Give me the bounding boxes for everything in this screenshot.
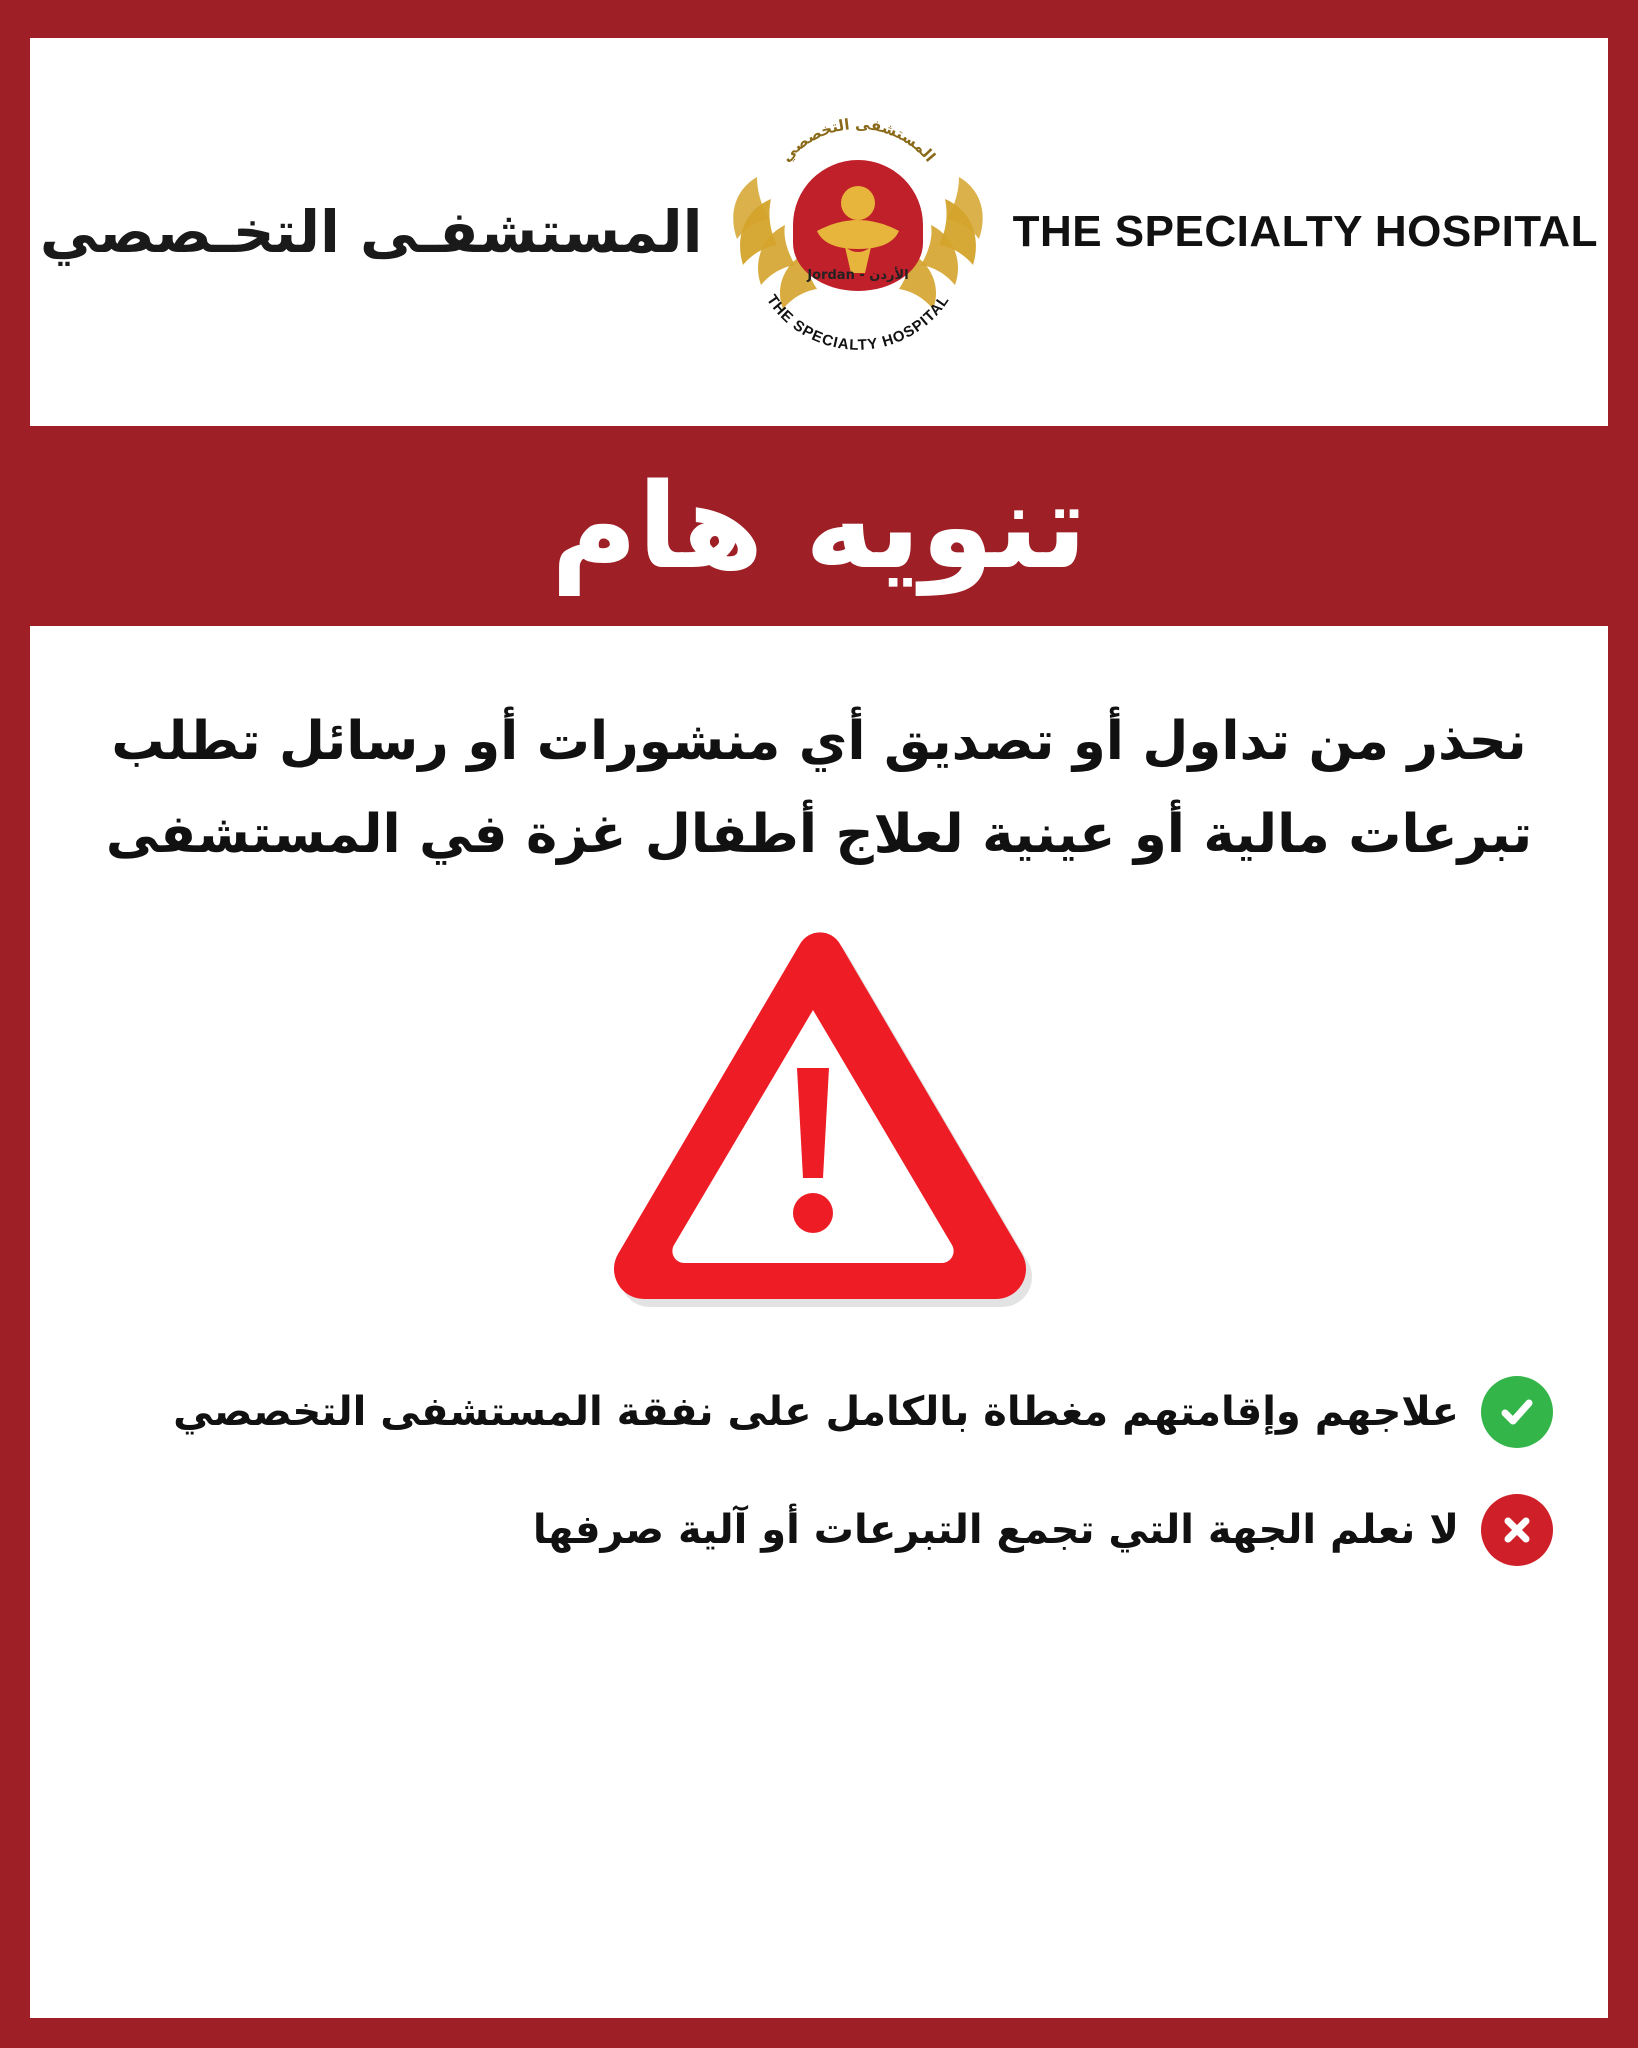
svg-text:المستشفى التخصصي: المستشفى التخصصي xyxy=(776,114,939,166)
title-band xyxy=(30,426,1608,626)
point-text: لا نعلم الجهة التي تجمع التبرعات أو آلية صرفها xyxy=(532,1506,1459,1553)
warning-paragraph: نحذر من تداول أو تصديق أي منشورات أو رسائل تطلب تبرعات مالية أو عينية لعلاج أطفال غزة في المستشفى xyxy=(105,711,1533,865)
cross-circle-icon xyxy=(1481,1494,1553,1566)
svg-text:THE SPECIALTY HOSPITAL: THE SPECIALTY HOSPITAL xyxy=(762,291,953,354)
point-row-unknown-party xyxy=(85,1494,1553,1566)
specialty-hospital-logo xyxy=(713,107,1003,357)
poster-body xyxy=(30,626,1608,2018)
point-row-covered xyxy=(85,1376,1553,1448)
point-text: علاجهم وإقامتهم مغطاة بالكامل على نفقة المستشفى التخصصي xyxy=(173,1388,1459,1435)
brand-name-english: THE SPECIALTY HOSPITAL xyxy=(1012,207,1599,256)
header-inner xyxy=(30,107,1608,357)
poster-header xyxy=(30,38,1608,426)
brand-name-arabic: المستشفـى التخـصصي xyxy=(39,198,703,266)
svg-text:الأردن - Jordan: الأردن - Jordan xyxy=(806,268,909,283)
warning-triangle-icon xyxy=(604,918,1034,1318)
points-list xyxy=(85,1376,1553,1566)
poster-title: تنويه هام xyxy=(551,457,1088,595)
check-circle-icon xyxy=(1481,1376,1553,1448)
